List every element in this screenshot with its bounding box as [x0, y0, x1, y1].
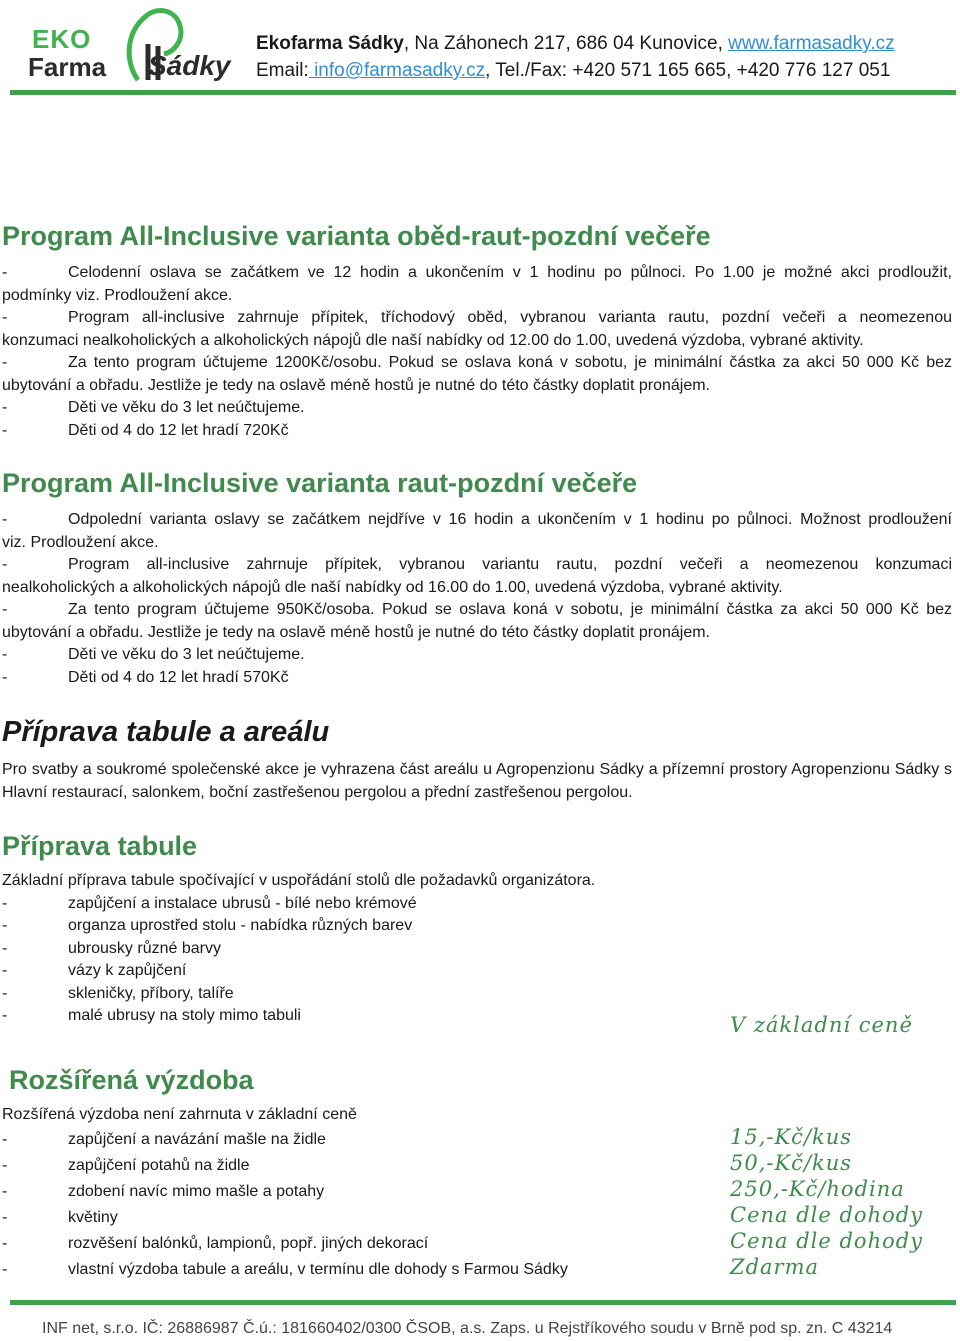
list-item: - Děti ve věku do 3 let neúčtujeme.	[2, 646, 305, 663]
list-item: - rozvěšení balónků, lampionů, popř. jiných dekorací	[2, 1235, 429, 1252]
list-item: - organza uprostřed stolu - nabídka různých barev	[2, 917, 413, 934]
section1-list	[2, 262, 952, 442]
letterhead	[0, 0, 960, 100]
extended-decor-list	[2, 1127, 722, 1283]
list-item: - květiny	[2, 1209, 118, 1226]
table-prep-list	[2, 893, 952, 1028]
section-title-lunch-variant: Program All-Inclusive varianta oběd-raut-pozdní večeře	[2, 221, 711, 251]
email-link[interactable]: info@farmasadky.cz	[308, 60, 486, 81]
address-text: , Na Záhonech 217, 686 04 Kunovice,	[403, 33, 729, 54]
logo-sadky-text: Sádky	[148, 50, 231, 81]
list-item: - vlastní výzdoba tabule a areálu, v termínu dle dohody s Farmou Sádky	[2, 1261, 568, 1278]
list-item: - malé ubrusy na stoly mimo tabuli	[2, 1007, 301, 1024]
list-item: - Program all-inclusive zahrnuje přípitek, tříchodový oběd, vybranou varianta rautu, pozdní večeři a neomezenou	[2, 309, 952, 326]
extended-decor-intro: Rozšířená výzdoba není zahrnuta v základní ceně	[2, 1106, 357, 1123]
list-item: - zapůjčení potahů na židle	[2, 1157, 250, 1174]
main-content	[2, 210, 952, 1028]
price-value: 50,-Kč/kus	[730, 1151, 853, 1175]
table-prep-intro: Základní příprava tabule spočívající v uspořádání stolů dle požadavků organizátora.	[2, 872, 596, 889]
list-item: - Děti ve věku do 3 let neúčtujeme.	[2, 399, 305, 416]
list-item: - zdobení navíc mimo mašle a potahy	[2, 1183, 325, 1200]
list-item-continuation: viz. Prodloužení akce.	[2, 533, 159, 551]
logo-farma-text: Farma	[28, 52, 107, 82]
list-item: - Děti od 4 do 12 let hradí 720Kč	[2, 421, 289, 439]
ekofarma-logo	[28, 4, 248, 84]
list-item: - Program all-inclusive zahrnuje přípitek, vybranou variantu rautu, pozdní večeři a neomezenou konzumaci	[2, 556, 952, 573]
website-link[interactable]: www.farmasadky.cz	[728, 33, 895, 54]
email-label: Email:	[256, 60, 309, 81]
list-item-continuation: podmínky viz. Prodloužení akce.	[2, 286, 233, 304]
phone-text: , Tel./Fax: +420 571 165 665, +420 776 127 051	[485, 60, 891, 81]
price-value: 15,-Kč/kus	[730, 1125, 853, 1149]
list-item: - Za tento program účtujeme 1200Kč/osobu. Pokud se oslava koná v sobotu, je minimální částka za akci 50 000 Kč bez	[2, 354, 952, 371]
list-item-continuation: konzumaci nealkoholických a alkoholických nápojů dle naší nabídky od 12.00 do 1.00, uvedená výzdoba, vybrané aktivity.	[2, 331, 864, 349]
list-item: - vázy k zapůjčení	[2, 962, 187, 979]
price-column	[730, 1124, 923, 1280]
list-item: - Děti od 4 do 12 let hradí 570Kč	[2, 668, 289, 686]
list-item: - zapůjčení a instalace ubrusů - bílé nebo krémové	[2, 894, 417, 912]
section-title-extended-decor: Rozšířená výzdoba	[9, 1065, 254, 1095]
basic-price-note: V základní ceně	[730, 1013, 913, 1037]
header-divider	[10, 90, 956, 95]
price-value: 250,-Kč/hodina	[730, 1177, 905, 1201]
list-item: - ubrousky různé barvy	[2, 939, 221, 957]
list-item: - zapůjčení a navázání mašle na židle	[2, 1131, 326, 1148]
list-item-continuation: ubytování a obřadu. Jestliže je tedy na oslavě méně hostů je nutné do této částky doplatit pronájem.	[2, 376, 710, 394]
company-name: Ekofarma Sádky	[256, 33, 404, 54]
price-value: Cena dle dohody	[730, 1229, 924, 1253]
footer-divider	[10, 1300, 956, 1305]
extended-decor-section	[2, 1062, 952, 1127]
contact-block	[256, 30, 895, 84]
venue-description: Pro svatby a soukromé společenské akce je vyhrazena část areálu u Agropenzionu Sádky a přízemní prostory Agropenzionu Sádky s Hlavní restaurací, salonkem, boční zastřešenou pergolou a přední zastřešenou pergolou.	[2, 761, 952, 801]
contact-line	[256, 57, 895, 84]
list-item: - skleničky, příbory, talíře	[2, 984, 234, 1002]
price-value: Cena dle dohody	[730, 1203, 924, 1227]
section-title-buffet-variant: Program All-Inclusive varianta raut-pozdní večeře	[2, 468, 638, 498]
list-item: - Odpolední varianta oslavy se začátkem nejdříve v 16 hodin a ukončením v 1 hodinu po půlnoci. Možnost prodloužení	[2, 511, 952, 528]
address-line	[256, 30, 895, 57]
list-item-continuation: ubytování a obřadu. Jestliže je tedy na oslavě méně hostů je nutné do této částky doplatit pronájem.	[2, 623, 710, 641]
list-item-continuation: nealkoholických a alkoholických nápojů dle naší nabídky od 16.00 do 1.00, uvedená výzdoba, vybrané aktivity.	[2, 578, 783, 596]
logo-eko-text: EKO	[32, 24, 92, 54]
section-title-venue-prep: Příprava tabule a areálu	[2, 716, 330, 748]
section2-list	[2, 509, 952, 689]
list-item: - Za tento program účtujeme 950Kč/osoba. Pokud se oslava koná v sobotu, je minimální částka za akci 50 000 Kč bez	[2, 601, 952, 618]
footer-company-info: INF net, s.r.o. IČ: 26886987 Č.ú.: 181660402/0300 ČSOB, a.s. Zaps. u Rejstříkového soudu v Brně pod sp. zn. C 43214	[42, 1320, 893, 1337]
list-item: - Celodenní oslava se začátkem ve 12 hodin a ukončením v 1 hodinu po půlnoci. Po 1.00 je možné akci prodloužit,	[2, 264, 952, 281]
price-value: Zdarma	[730, 1255, 820, 1279]
section-title-table-prep: Příprava tabule	[2, 831, 198, 861]
